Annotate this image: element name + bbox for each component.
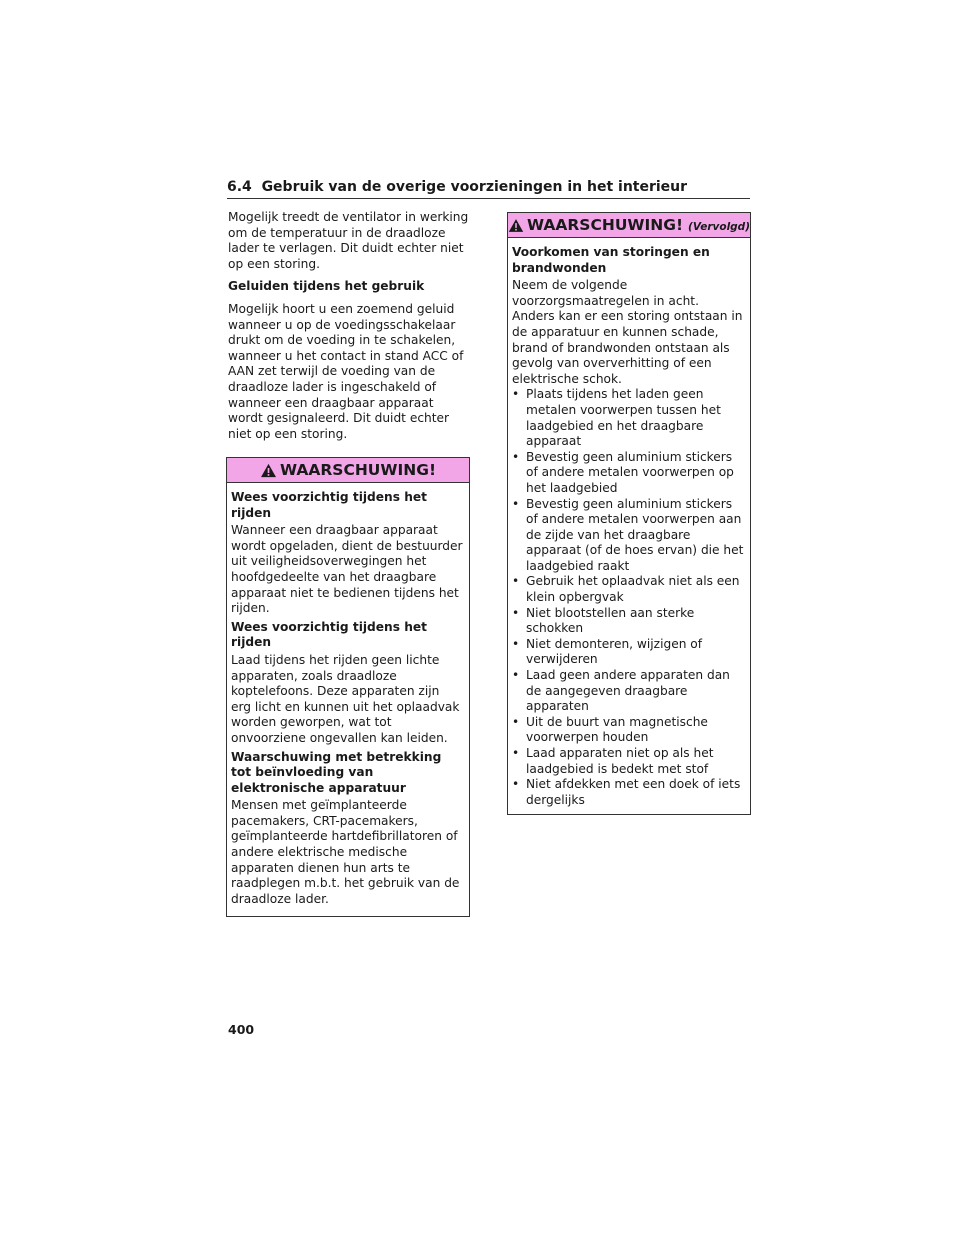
- intro-paragraph: Mogelijk treedt de ventilator in werking om de temperatuur in de draadloze lader te verlagen. Dit duidt echter niet op een storing.: [228, 210, 469, 271]
- list-item: • Laad geen andere apparaten dan de aangegeven draagbare apparaten: [512, 668, 744, 715]
- left-column: [228, 210, 470, 449]
- warning-heading-1: Wees voorzichtig tijdens het rijden: [231, 490, 427, 520]
- list-item: • Laad apparaten niet op als het laadgebied is bedekt met stof: [512, 746, 744, 777]
- warning-intro: Neem de volgende voorzorgsmaatregelen in acht. Anders kan er een storing ontstaan in de apparatuur en kunnen schade, brand of brandwonden ontstaan als gevolg van oververhitting of een elektrische schok.: [512, 278, 743, 386]
- warning-text-3: Mensen met geïmplanteerde pacemakers, CRT-pacemakers, geïmplanteerde hartdefibrillatoren of andere elektrische medische apparaten dienen hun arts te raadplegen m.b.t. het gebruik van de draadloze lader.: [231, 798, 460, 906]
- warning-heading-2: Wees voorzichtig tijdens het rijden: [231, 619, 427, 650]
- precaution-list: [512, 387, 744, 808]
- warning-text-2: Laad tijdens het rijden geen lichte apparaten, zoals draadloze koptelefoons. Deze apparaten zijn erg licht en kunnen uit het oplaadvak worden geworpen, wat tot onvoorziene ongevallen kan leiden.: [231, 652, 460, 745]
- warning-box-right: [507, 212, 751, 815]
- section-number: 6.4: [227, 179, 252, 195]
- warning-header: [508, 213, 750, 238]
- page-number: 400: [228, 1022, 255, 1037]
- section-header: [227, 179, 750, 199]
- noise-paragraph: Mogelijk hoort u een zoemend geluid wanneer u op de voedingsschakelaar drukt om de voeding in te schakelen, wanneer u het contact in stand ACC of AAN zet terwijl de voeding van de draadloze lader is ingeschakeld of wanneer een draagbaar apparaat wordt gesignaleerd. Dit duidt echter niet op een storing.: [228, 301, 464, 441]
- list-item: • Uit de buurt van magnetische voorwerpen houden: [512, 715, 744, 746]
- list-item: • Bevestig geen aluminium stickers of andere metalen voorwerpen aan de zijde van het draagbare apparaat (of de hoes ervan) die het laadgebied raakt: [512, 497, 744, 575]
- list-item: • Niet demonteren, wijzigen of verwijderen: [512, 637, 744, 668]
- warning-heading-3: Waarschuwing met betrekking tot beïnvloeding van elektronische apparatuur: [231, 749, 442, 795]
- list-item: • Plaats tijdens het laden geen metalen voorwerpen tussen het laadgebied en het draagbare apparaat: [512, 387, 744, 449]
- warning-text-1: Wanneer een draagbaar apparaat wordt opgeladen, dient de bestuurder uit veiligheidsoverwegingen het hoofdgedeelte van het draagbare apparaat niet te bedienen tijdens het rijden.: [231, 523, 463, 616]
- warning-triangle-icon: [260, 463, 277, 478]
- warning-header: [227, 458, 469, 483]
- list-item: • Niet blootstellen aan sterke schokken: [512, 606, 744, 637]
- warning-body: [227, 483, 469, 916]
- noise-heading: Geluiden tijdens het gebruik: [228, 279, 425, 294]
- warning-heading: Voorkomen van storingen en brandwonden: [512, 245, 710, 275]
- warning-title: WAARSCHUWING!: [279, 461, 437, 479]
- continued-label: (Vervolgd): [688, 220, 750, 233]
- warning-body: [508, 238, 750, 814]
- warning-box-left: [226, 457, 470, 917]
- list-item: • Gebruik het oplaadvak niet als een klein opbergvak: [512, 574, 744, 605]
- section-title: Gebruik van de overige voorzieningen in het interieur: [261, 179, 688, 195]
- list-item: • Bevestig geen aluminium stickers of andere metalen voorwerpen op het laadgebied: [512, 450, 744, 497]
- warning-triangle-icon: [508, 218, 524, 233]
- warning-title: WAARSCHUWING!: [526, 216, 684, 234]
- list-item: • Niet afdekken met een doek of iets dergelijks: [512, 777, 744, 808]
